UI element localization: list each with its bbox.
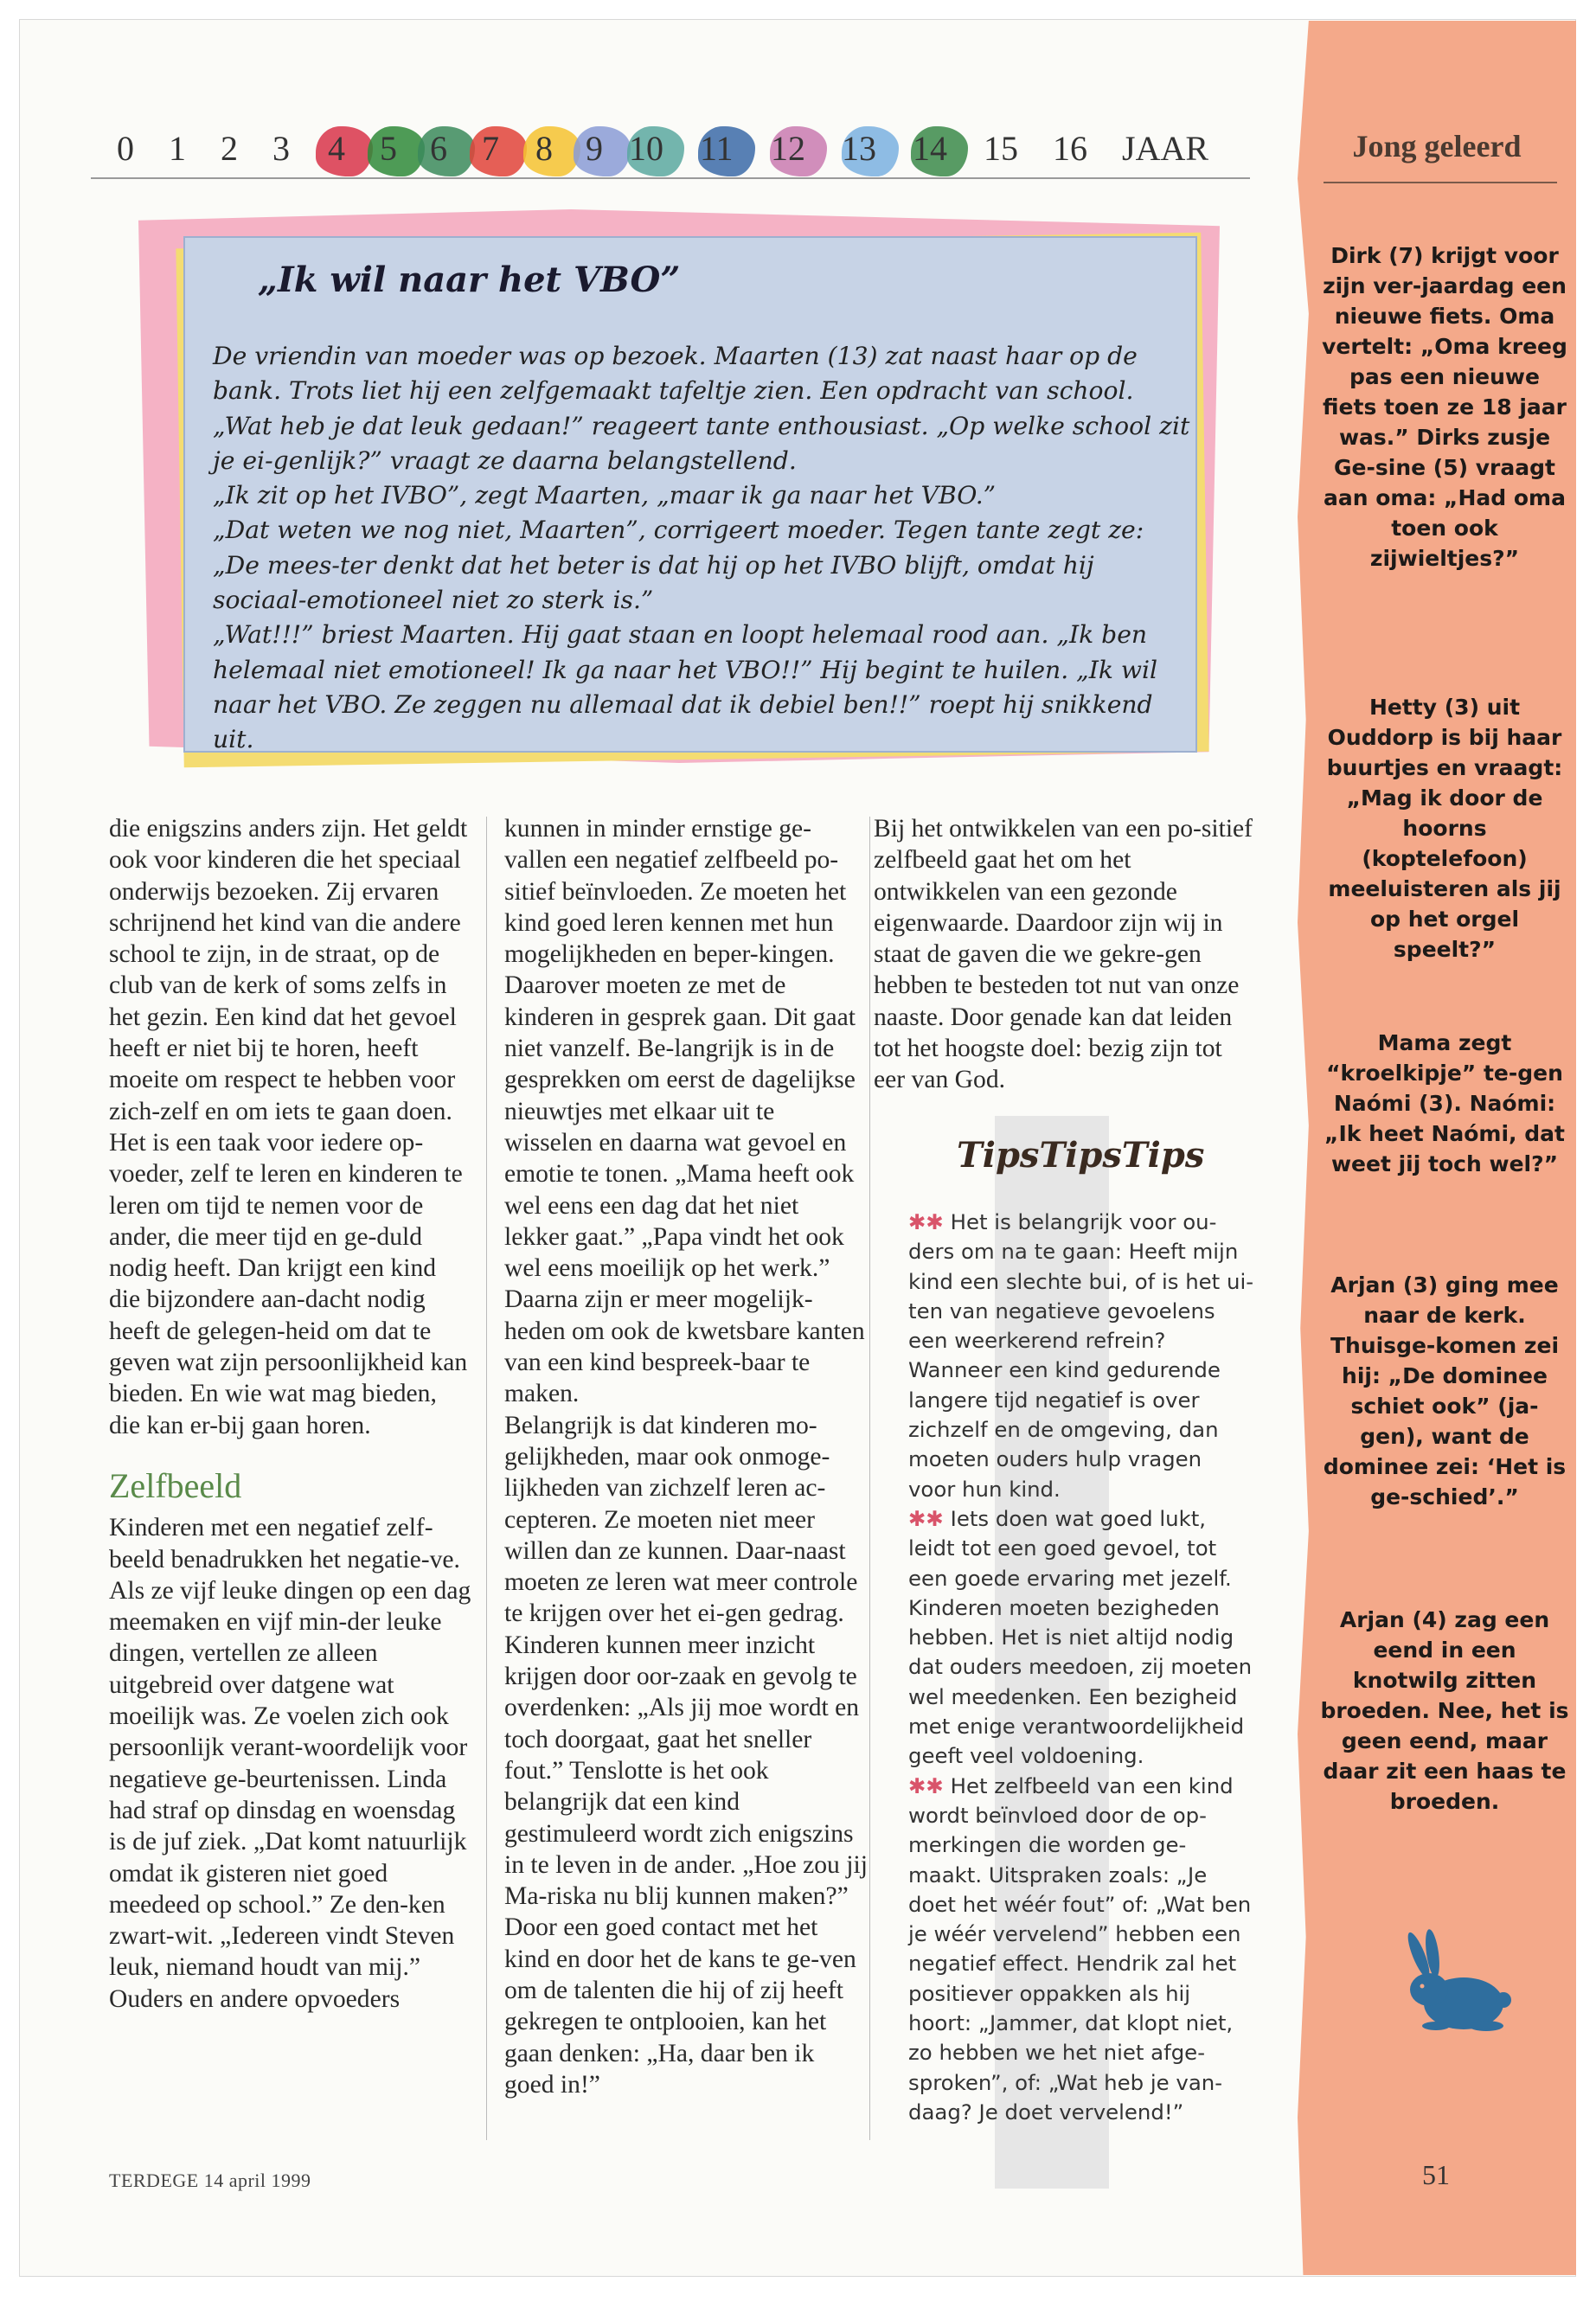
asterisk-icon: ✱✱ [908,1505,944,1531]
age-number: 2 [221,129,238,168]
tip-text: Iets doen wat goed lukt, leidt tot een goed gevoel, tot een goede ervaring met jezelf. Kinderen moeten bezigheden hebben. Het is niet altijd nodig dat ouders meedoen, zij moeten wel meedenken. Een bezigheid met enige verantwoordelijkheid geeft veel voldoening. [908,1505,1253,1769]
story-title: „Ik wil naar het VBO” [258,260,681,300]
article-paragraph: Kinderen met een negatief zelf-beeld benadrukken het negatie-ve. Als ze vijf leuke dingen op een dag meemaken en vijf min-der leuke dingen, vertellen ze alleen uitgebreid over datgene wat moeilijk was. Ze voelen zich ook persoonlijk verant-woordelijk voor negatieve ge-beurtenissen. Linda had straf op dinsdag en woensdag is de juf ziek. „Dat komt natuurlijk omdat ik gisteren niet goed meedeed op school.” Ze den-ken zwart-wit. „Iedereen vindt Steven leuk, niemand houdt van mij.” [109,1514,471,1982]
age-number: 12 [771,129,805,168]
tip-text: Het zelfbeeld van een kind wordt beïnvloed door de op-merkingen die worden ge-maakt. Uitspraken zoals: „Je doet het wéér fout” of: „Wat ben je wéér vervelend” hebben een negatief effect. Hendrik zal het positiever oppakken als hij hoort: „Jammer, dat klopt niet, zo hebben we het niet afge-sproken”, of: „Wat heb je van-daag? Je doet vervelend!” [908,1772,1252,2125]
age-number: 7 [482,129,499,168]
article-paragraph: die enigszins anders zijn. Het geldt ook voor kinderen die het speciaal onderwijs bezoeken. Zij ervaren schrijnend het kind van die andere school te zijn, in de straat, op de club van de kerk of soms zelfs in het gezin. Een kind dat het gevoel heeft er niet bij te horen, heeft moeite om respect te hebben voor zich-zelf en om iets te gaan doen. Het is een taak voor iedere op-voeder, zelf te leren en kinderen te leren om tijd te nemen voor de ander, die meer tijd en ge-duld nodig heeft. Dan krijgt een kind die bijzondere aan-dacht nodig heeft de gelegen-heid om dat te geven wat zijn persoonlijkheid kan bieden. En wie wat mag bieden, die kan er-bij gaan horen. [109,815,468,1439]
sidebar-quote: Hetty (3) uit Ouddorp is bij haar buurtjes en vraagt: „Mag ik door de hoorns (koptelefoon) meeluisteren als jij op het orgel speelt?” [1326,695,1563,962]
age-number: 10 [629,129,663,168]
age-number: 4 [328,129,345,168]
age-unit-label: JAAR [1122,129,1209,168]
age-number: 9 [586,129,603,168]
story-paragraph: „Wat heb je dat leuk gedaan!” reageert tante enthousiast. „Op welke school zit je ei-genlijk?” vraagt ze daarna belangstellend. [213,411,1190,475]
section-heading: Zelfbeeld [109,1465,242,1505]
age-number: 13 [842,129,876,168]
story-paragraph: „Dat weten we nog niet, Maarten”, corrigeert moeder. Tegen tante zegt ze: „De mees-ter denkt dat het beter is dat hij op het IVBO blijft, omdat hij sociaal-emotioneel niet zo sterk is.” [213,516,1144,615]
story-paragraph: „Ik zit op het IVBO”, zegt Maarten, „maar ik ga naar het VBO.” [213,481,997,510]
sidebar-title: Jong geleerd [1352,129,1522,163]
sidebar-quote: Arjan (3) ging mee naar de kerk. Thuisge-komen zei hij: „De dominee schiet ook” (ja-gen), want de dominee zei: ‘Het is ge-schied’.” [1323,1272,1567,1509]
age-number: 8 [535,129,553,168]
sidebar-quote: Mama zegt “kroelkipje” te-gen Naómi (3). Naómi: „Ik heet Naómi, dat weet jij toch wel?” [1324,1030,1565,1176]
tips-list [908,1208,1254,2127]
age-number: 15 [984,129,1018,168]
tip-item [908,1772,1254,2128]
article-paragraph: Ouders en andere opvoeders [109,1984,401,2013]
age-number: 1 [169,129,186,168]
age-number: 6 [430,129,447,168]
age-number: 16 [1053,129,1087,168]
column-divider [486,817,487,2140]
article-paragraph: Belangrijk is dat kinderen mo-gelijkheden, maar ook onmoge-lijkheden van zichzelf leren ac-cepteren. Ze moeten niet meer willen dan ze kunnen. Daar-naast moeten ze leren wat meer controle te krijgen over het ei-gen gedrag. Kinderen kunnen meer inzicht krijgen door oor-zaak en gevolg te overdenken: „Als jij moe wordt en toch doorgaat, gaat het sneller fout.” Tenslotte is het ook belangrijk dat een kind gestimuleerd wordt zich enigszins in te leven in de ander. „Hoe zou jij Ma-riska nu blij kunnen maken?” Door een goed contact met het kind en door het de kans te ge-ven om de talenten die hij of zij heeft gekregen te ontplooien, kan het gaan denken: „Ha, daar ben ik goed in!” [504,1411,868,2099]
publication-footer: TERDEGE 14 april 1999 [109,2170,311,2191]
tip-text: Het is belangrijk voor ou-ders om na te gaan: Heeft mijn kind een slechte bui, of is het ui-ten van negatieve gevoelens een weerkerend refrein? Wanneer een kind gedurende langere tijd negatief is over zichzelf en de omgeving, dan moeten ouders hulp vragen voor hun kind. [908,1209,1254,1502]
age-number: 14 [913,129,947,168]
tip-item [908,1208,1254,1504]
tips-heading: TipsTipsTips [957,1135,1205,1176]
page-number: 51 [1422,2159,1450,2190]
age-number: 11 [700,129,734,168]
age-number: 5 [380,129,397,168]
sidebar-quote: Arjan (4) zag een eend in een knotwilg zitten broeden. Nee, het is geen eend, maar daar zit een haas te broeden. [1320,1607,1569,1814]
article-column-2 [504,813,868,2100]
age-strip [91,123,1254,183]
asterisk-icon: ✱✱ [908,1209,944,1234]
sidebar-quote: Dirk (7) krijgt voor zijn ver-jaardag een nieuwe fiets. Oma vertelt: „Oma kreeg pas een nieuwe fiets toen ze 18 jaar was.” Dirks zusje Ge-sine (5) vraagt aan oma: „Had oma toen ook zijwieltjes?” [1322,243,1567,571]
tip-item [908,1504,1254,1772]
story-body [213,339,1190,758]
age-number: 0 [117,129,134,168]
article-column-1 [109,813,472,2015]
article-paragraph: kunnen in minder ernstige ge-vallen een negatief zelfbeeld po-sitief beïnvloeden. Ze moeten het kind goed leren kennen met hun mogelijkheden en beper-kingen. Daarover moeten ze met de kinderen in gesprek gaan. Dit gaat niet vanzelf. Be-langrijk is in de gesprekken om eerst de dagelijkse nieuwtjes met elkaar uit te wisselen en daarna wat gevoel en emotie te tonen. „Mama heeft ook wel eens een dag dat het niet lekker gaat.” „Papa vindt het ook wel eens moeilijk op het werk.” Daarna zijn er meer mogelijk-heden om ook de kwetsbare kanten van een kind bespreek-baar te maken. [504,815,865,1408]
article-paragraph: Bij het ontwikkelen van een po-sitief zelfbeeld gaat het om het ontwikkelen van een gezonde eigenwaarde. Daardoor zijn wij in staat de gaven die we gekre-gen hebben te besteden tot nut van onze naaste. Door genade kan dat leiden tot het hoogste doel: bezig zijn tot eer van God. [874,815,1253,1094]
sidebar-title-rule [1324,182,1557,183]
rabbit-icon [1384,1929,1514,2033]
story-paragraph: De vriendin van moeder was op bezoek. Maarten (13) zat naast haar op de bank. Trots liet hij een zelfgemaakt tafeltje zien. Een opdracht van school. [213,342,1138,406]
asterisk-icon: ✱✱ [908,1772,944,1798]
column-divider [869,817,870,2140]
story-paragraph: „Wat!!!” briest Maarten. Hij gaat staan en loopt helemaal rood aan. „Ik ben helemaal niet emotioneel! Ik ga naar het VBO!!” Hij begint te huilen. „Ik wil naar het VBO. Ze zeggen nu allemaal dat ik debiel ben!!” roept hij snikkend uit. [213,620,1158,754]
article-column-3 [874,813,1259,1096]
age-number: 3 [272,129,290,168]
